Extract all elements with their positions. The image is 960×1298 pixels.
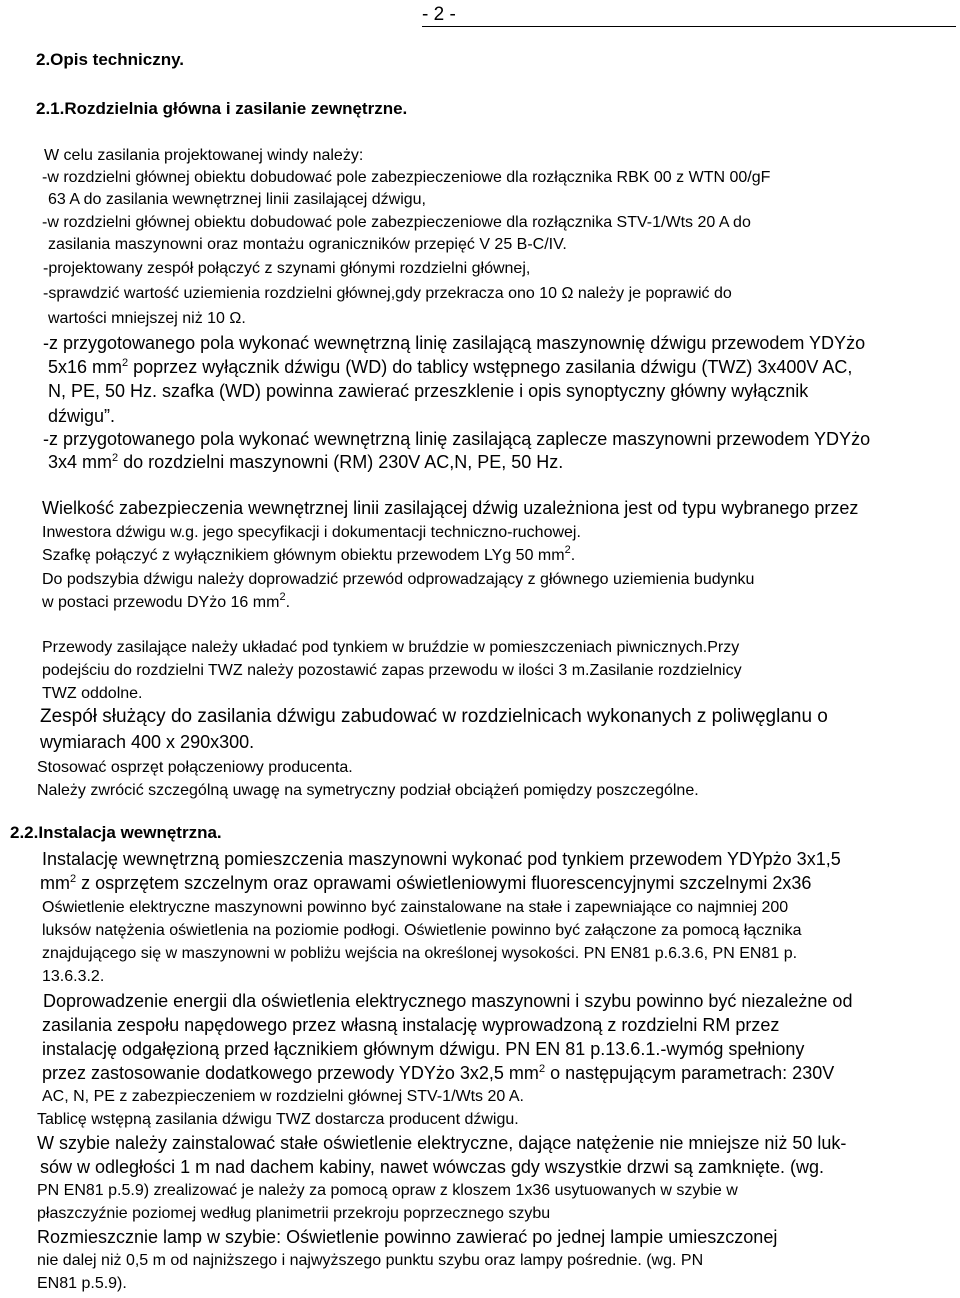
- text-line: Przewody zasilające należy układać pod tynkiem w bruździe w pomieszczeniach piwnicznych.Przy: [42, 639, 740, 656]
- text-line: EN81 p.5.9).: [37, 1275, 127, 1292]
- text-line: -z przygotowanego pola wykonać wewnętrzną linię zasilającą zaplecze maszynowni przewodem YDYżo: [43, 429, 871, 449]
- text-line: zasilania zespołu napędowego przez własną instalację wyprowadzoną z rozdzielni RM przez: [42, 1015, 780, 1035]
- text-line: AC, N, PE z zabezpieczeniem w rozdzielni głównej STV-1/Wts 20 A.: [42, 1088, 524, 1105]
- text-line: Wielkość zabezpieczenia wewnętrznej linii zasilającej dźwig uzależniona jest od typu wybranego przez: [42, 498, 859, 518]
- text-line: -projektowany zespół połączyć z szynami głónymi rozdzielni głównej,: [43, 260, 531, 277]
- text-line: Oświetlenie elektryczne maszynowni powinno być zainstalowane na stałe i zapewniające co najmniej 200: [42, 899, 789, 916]
- text-line: -z przygotowanego pola wykonać wewnętrzną linię zasilającą maszynownię dźwigu przewodem YDYżo: [43, 333, 866, 353]
- text-line: W celu zasilania projektowanej windy należy:: [44, 147, 364, 164]
- text-line: dźwigu”.: [48, 406, 116, 426]
- text-line: 13.6.3.2.: [42, 968, 105, 985]
- text-line: -sprawdzić wartość uziemienia rozdzielni głównej,gdy przekracza ono 10 Ω należy je poprawić do: [43, 285, 732, 302]
- text-line: nie dalej niż 0,5 m od najniższego i najwyższego punktu szybu oraz lampy pośrednie. (wg. PN: [37, 1252, 704, 1269]
- text-line: Stosować osprzęt połączeniowy producenta.: [37, 759, 353, 776]
- text-line: TWZ oddolne.: [42, 685, 143, 702]
- subsection-title-2-1: 2.1.Rozdzielnia główna i zasilanie zewnętrzne.: [36, 99, 408, 118]
- text-line: Tablicę wstępną zasilania dźwigu TWZ dostarcza producent dźwigu.: [37, 1111, 519, 1128]
- text-line: Doprowadzenie energii dla oświetlenia elektrycznego maszynowni i szybu powinno być niezależne od: [43, 991, 853, 1011]
- section-title: 2.Opis techniczny.: [36, 50, 185, 69]
- text-line: Do podszybia dźwigu należy doprowadzić przewód odprowadzający z głównego uziemienia budynku: [42, 571, 755, 588]
- text-line: luksów natężenia oświetlenia na poziomie podłogi. Oświetlenie powinno być załączone za pomocą łącznika: [42, 922, 802, 939]
- text-line: -w rozdzielni głównej obiektu dobudować pole zabezpieczeniowe dla rozłącznika STV-1/Wts 20 A do: [42, 214, 751, 231]
- text-line: przez zastosowanie dodatkowego przewody YDYżo 3x2,5 $mm^2$ o następującym parametrach: 230V: [42, 1063, 835, 1083]
- text-line: Rozmieszcznie lamp w szybie: Oświetlenie powinno zawierać po jednej lampie umieszczonej: [37, 1227, 778, 1247]
- text-line: wartości mniejszej niż 10 Ω.: [48, 310, 246, 327]
- text-line: sów w odległości 1 m nad dachem kabiny, nawet wówczas gdy wszystkie drzwi są zamknięte. (wg.: [40, 1157, 824, 1177]
- text-line: instalację odgałęzioną przed łącznikiem głównym dźwigu. PN EN 81 p.13.6.1.-wymóg spełniony: [42, 1039, 805, 1059]
- text-line: Szafkę połączyć z wyłącznikiem głównym obiektu przewodem LYg 50 $mm^2$.: [42, 544, 576, 564]
- subsection-title-2-2: 2.2.Instalacja wewnętrzna.: [10, 823, 222, 842]
- text-line: podejściu do rozdzielni TWZ należy pozostawić zapas przewodu w ilości 3 m.Zasilanie rozdzielnicy: [42, 662, 742, 679]
- text-line: płaszczyźnie poziomej według planimetrii przekroju poprzecznego szybu: [37, 1205, 551, 1222]
- text-line: znajdującego się w maszynowni w pobliżu wejścia na określonej wysokości. PN EN81 p.6.3.6, PN EN81 p.: [42, 945, 798, 962]
- text-line: w postaci przewodu DYżo 16 $mm^2$.: [42, 591, 291, 611]
- text-line: Zespół służący do zasilania dźwigu zabudować w rozdzielnicach wykonanych z poliwęglanu o: [40, 706, 828, 727]
- text-line: 3x4 $mm^2$ do rozdzielni maszynowni (RM) 230V AC,N, PE, 50 Hz.: [48, 452, 564, 472]
- text-line: Należy zwrócić szczególną uwagę na symetryczny podział obciążeń pomiędzy poszczególne.: [37, 782, 699, 799]
- text-line: PN EN81 p.5.9) zrealizować je należy za pomocą opraw z kloszem 1x36 usytuowanych w szybie w: [37, 1182, 738, 1199]
- text-line: 63 A do zasilania wewnętrznej linii zasilającej dźwigu,: [48, 191, 426, 208]
- text-line: Instalację wewnętrzną pomieszczenia maszynowni wykonać pod tynkiem przewodem YDYpżo 3x1,5: [42, 849, 841, 869]
- text-line: -w rozdzielni głównej obiektu dobudować pole zabezpieczeniowe dla rozłącznika RBK 00 z WTN 00/gF: [42, 169, 771, 186]
- text-line: zasilania maszynowni oraz montażu ograniczników przepięć V 25 B-C/IV.: [48, 236, 567, 253]
- text-line: $mm^2$ z osprzętem szczelnym oraz oprawami oświetleniowymi fluorescencyjnymi szczelnymi 2x36: [40, 873, 812, 893]
- text-line: 5x16 $mm^2$ poprzez wyłącznik dźwigu (WD) do tablicy wstępnego zasilania dźwigu (TWZ) 3x400V AC,: [48, 357, 853, 377]
- text-line: wymiarach 400 x 290x300.: [40, 732, 255, 752]
- text-line: N, PE, 50 Hz. szafka (WD) powinna zawierać przeszklenie i opis synoptyczny główny wyłącznik: [48, 381, 809, 401]
- text-line: Inwestora dźwigu w.g. jego specyfikacji i dokumentacji techniczno-ruchowej.: [42, 524, 581, 541]
- text-line: W szybie należy zainstalować stałe oświetlenie elektryczne, dające natężenie nie mniejsze niż 50 luk-: [37, 1133, 847, 1153]
- page-number: - 2 -: [422, 4, 956, 27]
